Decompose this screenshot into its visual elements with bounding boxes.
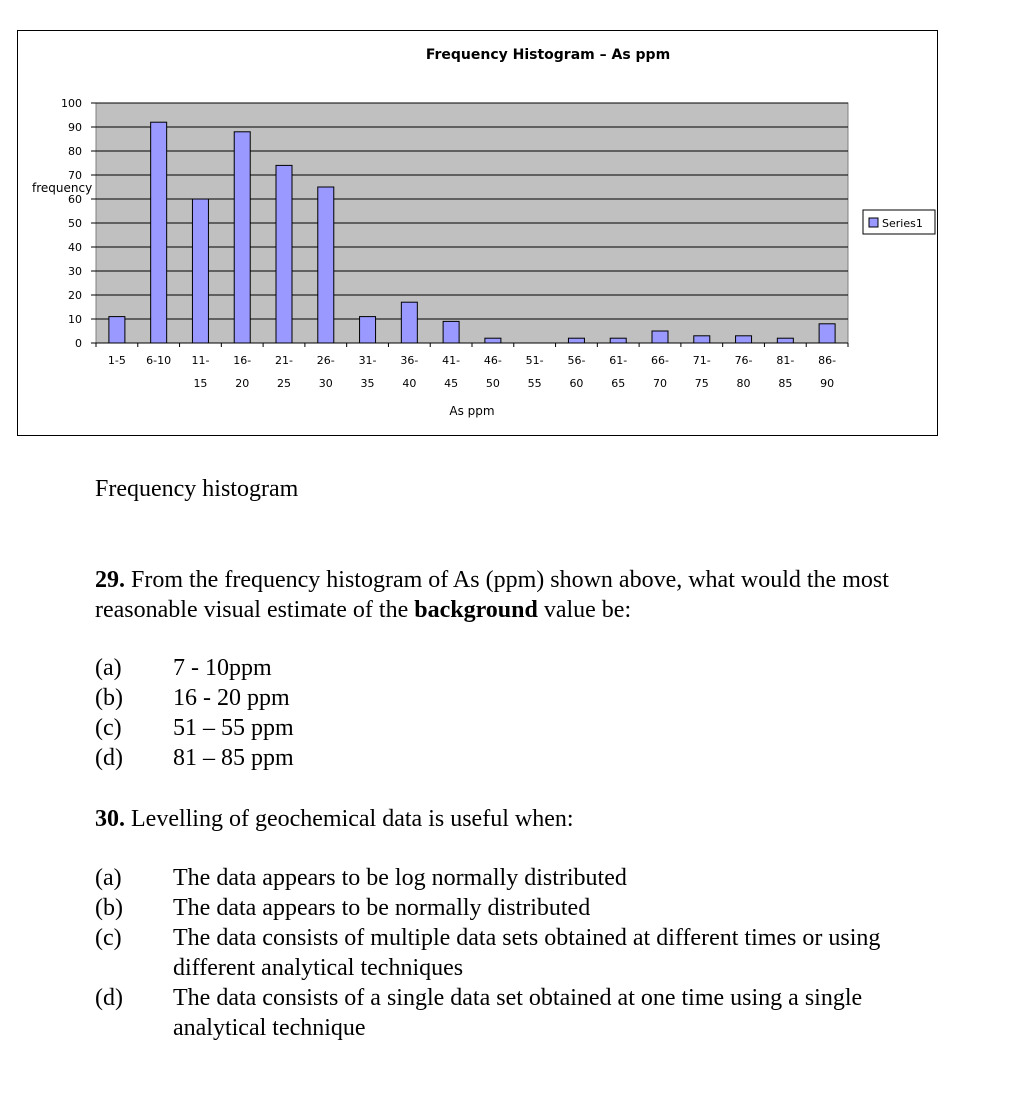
figure-caption: Frequency histogram [95,476,299,502]
x-tick-label-line2: 25 [277,377,291,390]
x-tick-label-line2: 40 [402,377,417,390]
x-tick-label: 81- [776,354,795,367]
y-axis-label: frequency [32,181,93,195]
option-text: 81 – 85 ppm [173,745,294,771]
x-tick-label: 41- [442,354,461,367]
chart-title: Frequency Histogram – As ppm [425,47,671,63]
x-tick-label-line2: 30 [318,377,333,390]
x-tick-label-line2: 75 [694,377,709,390]
option-text: The data consists of multiple data sets obtained at different times or using different analytical techniques [173,925,881,981]
y-tick-label: 10 [68,313,82,326]
option-label: (c) [95,715,122,741]
question-29-text-after: value be: [543,597,632,623]
x-tick-label-line2: 90 [820,377,835,390]
y-tick-label: 40 [68,241,82,254]
bar-26-30 [318,187,334,343]
option-30d [95,983,955,1043]
bar-81-85 [777,338,793,343]
option-29d [95,743,955,773]
x-tick-label-line2: 70 [653,377,667,390]
bar-6-10 [151,122,167,343]
option-30c [95,923,955,983]
option-29b [95,683,955,713]
option-30b [95,893,955,923]
bar-66-70 [652,331,668,343]
option-label: (b) [95,685,123,711]
histogram-svg [18,31,939,437]
legend-swatch [869,218,878,227]
x-tick-label: 76- [734,354,753,367]
x-tick-label: 71- [692,354,711,367]
question-29 [95,565,955,625]
x-tick-label: 26- [316,354,335,367]
y-tick-label: 60 [68,193,82,206]
option-29a [95,653,955,683]
x-tick-label: 6-10 [146,354,172,367]
bar-56-60 [568,338,584,343]
x-tick-label-line2: 35 [360,377,375,390]
question-29-options [95,653,955,773]
option-text: 7 - 10ppm [173,655,272,681]
legend-label: Series1 [882,217,923,230]
option-text: The data appears to be normally distributed [173,895,591,921]
x-tick-label: 61- [609,354,628,367]
option-text: The data appears to be log normally distributed [173,865,627,891]
question-30-number: 30. [95,806,125,832]
x-tick-label: 46- [483,354,502,367]
option-text: The data consists of a single data set obtained at one time using a single analytical technique [173,985,863,1041]
x-tick-label-line2: 60 [569,377,584,390]
x-tick-label: 66- [651,354,669,367]
x-tick-label: 56- [567,354,586,367]
bar-36-40 [401,302,417,343]
question-30-text: Levelling of geochemical data is useful when: [131,806,574,832]
bar-71-75 [694,336,710,343]
question-29-text-before: From the frequency histogram of As (ppm) shown above, what would the most reasonable visual estimate of the [95,567,889,623]
x-tick-label-line2: 55 [527,377,542,390]
y-tick-label: 30 [68,265,82,278]
y-tick-label: 70 [68,169,82,182]
y-tick-label: 80 [68,145,82,158]
option-text: 16 - 20 ppm [173,685,290,711]
y-tick-label: 90 [68,121,82,134]
option-text: 51 – 55 ppm [173,715,294,741]
option-label: (a) [95,655,122,681]
histogram-chart [17,30,938,436]
x-tick-label-line2: 65 [611,377,626,390]
x-axis-label: As ppm [449,404,495,418]
question-30 [95,804,955,834]
x-tick-label: 16- [233,354,252,367]
x-tick-label: 21- [275,354,293,367]
x-tick-label: 31- [358,354,377,367]
bar-46-50 [485,338,501,343]
option-label: (a) [95,865,122,891]
bar-76-80 [736,336,752,343]
bar-1-5 [109,317,125,343]
x-tick-label: 86- [818,354,837,367]
bar-86-90 [819,324,835,343]
option-29c [95,713,955,743]
bar-31-35 [360,317,376,343]
question-29-number: 29. [95,567,125,593]
x-tick-label: 1-5 [107,354,126,367]
bar-16-20 [234,132,250,343]
bar-21-25 [276,165,292,343]
x-tick-label: 36- [400,354,419,367]
y-tick-label: 20 [68,289,82,302]
x-tick-label-line2: 45 [444,377,459,390]
option-30a [95,863,955,893]
y-tick-label: 50 [68,217,82,230]
option-label: (d) [95,985,123,1011]
option-label: (c) [95,925,122,951]
bar-61-65 [610,338,626,343]
option-label: (b) [95,895,123,921]
y-tick-label: 100 [61,97,82,110]
x-tick-label-line2: 80 [736,377,751,390]
x-tick-label-line2: 85 [778,377,793,390]
x-tick-label-line2: 50 [485,377,500,390]
x-tick-label-line2: 15 [193,377,208,390]
bar-11-15 [192,199,208,343]
x-tick-label-line2: 20 [235,377,250,390]
y-tick-label: 0 [75,337,82,350]
x-tick-label: 11- [191,354,210,367]
x-tick-label: 51- [525,354,544,367]
question-29-bold-term: background [414,597,538,623]
question-30-options [95,863,955,1043]
bar-41-45 [443,321,459,343]
option-label: (d) [95,745,123,771]
